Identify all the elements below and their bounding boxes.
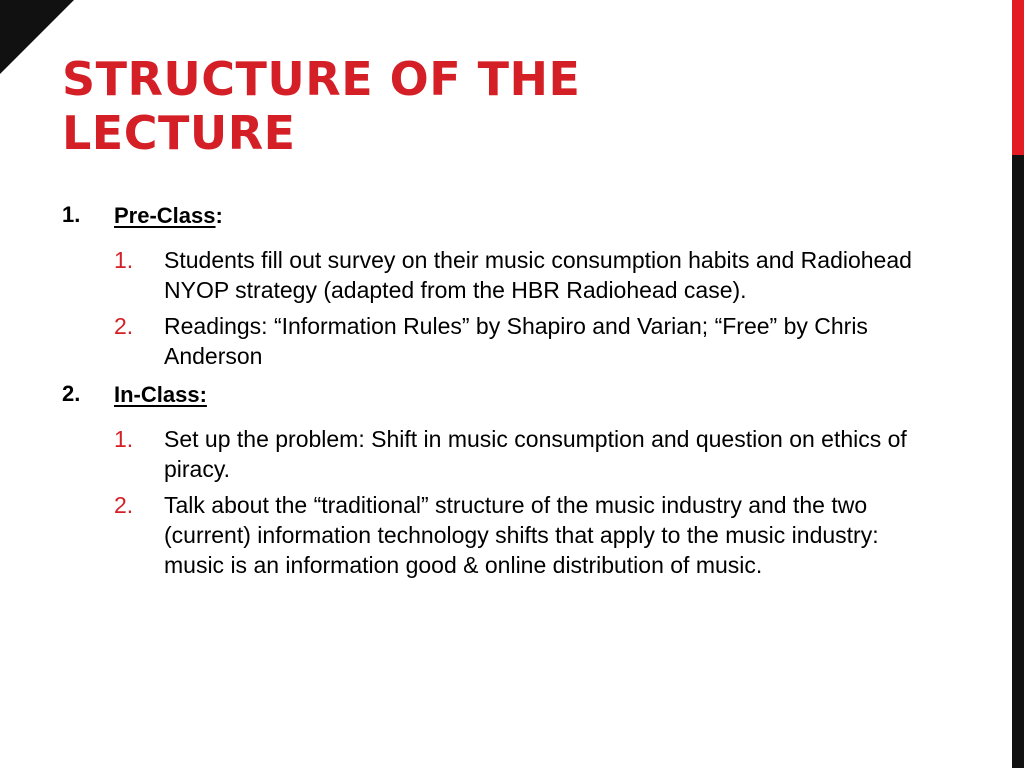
section-heading-text: In-Class: bbox=[114, 382, 207, 407]
section-heading-row bbox=[62, 200, 922, 231]
list-item-number: 2. bbox=[114, 492, 134, 518]
section-number: 2. bbox=[62, 381, 81, 406]
slide-body bbox=[62, 200, 922, 588]
section-heading bbox=[114, 382, 207, 407]
list-item bbox=[62, 245, 944, 305]
list-item-text: Talk about the “traditional” structure of the music industry and the two (current) information technology shifts that apply to the music industry: music is an information good & online distribution of music. bbox=[164, 492, 879, 578]
list-item-number: 1. bbox=[114, 247, 134, 273]
list-item bbox=[62, 490, 944, 580]
list-item bbox=[62, 424, 944, 484]
slide-title-line-2: LECTURE bbox=[62, 106, 296, 160]
right-accent-bar-black bbox=[1012, 155, 1024, 768]
list-item bbox=[62, 311, 944, 371]
list-item-text: Set up the problem: Shift in music consumption and question on ethics of piracy. bbox=[164, 426, 907, 482]
slide-title bbox=[62, 52, 942, 160]
list-item-number: 2. bbox=[114, 313, 134, 339]
section-heading bbox=[114, 203, 223, 228]
right-accent-bar-red bbox=[1012, 0, 1024, 155]
section-in-class bbox=[62, 379, 922, 580]
list-item-number: 1. bbox=[114, 426, 134, 452]
slide-title-line-1: STRUCTURE OF THE bbox=[62, 52, 581, 106]
section-heading-text: Pre-Class bbox=[114, 203, 216, 228]
list-item-text: Students fill out survey on their music consumption habits and Radiohead NYOP strategy (adapted from the HBR Radiohead case). bbox=[164, 247, 912, 303]
section-number: 1. bbox=[62, 202, 81, 227]
list-item-text: Readings: “Information Rules” by Shapiro and Varian; “Free” by Chris Anderson bbox=[164, 313, 868, 369]
section-heading-suffix: : bbox=[215, 203, 223, 228]
right-accent-bar bbox=[1012, 0, 1024, 768]
section-pre-class bbox=[62, 200, 922, 371]
section-heading-row bbox=[62, 379, 922, 410]
